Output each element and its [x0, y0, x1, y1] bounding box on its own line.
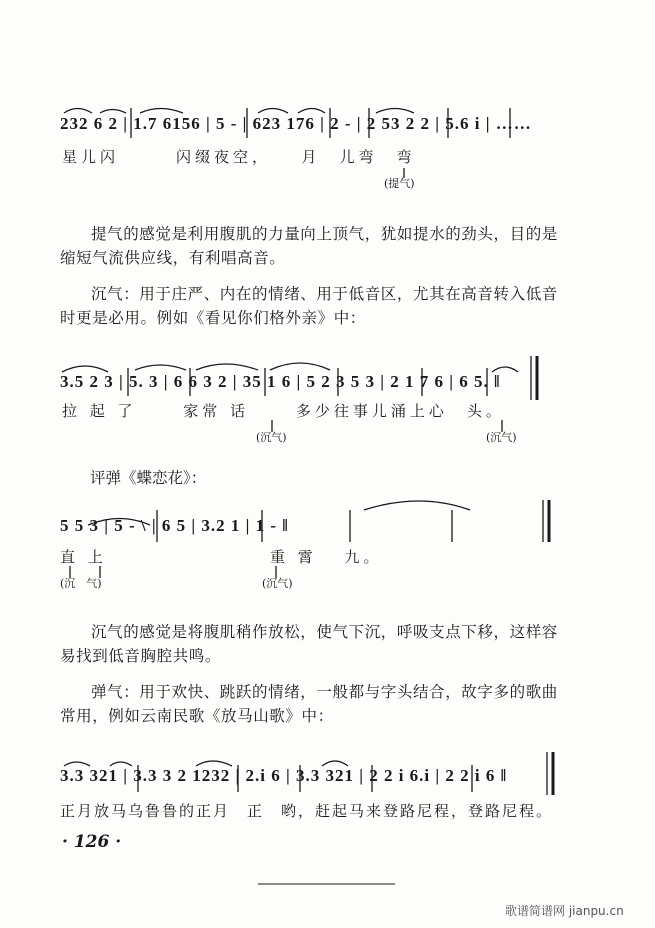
- ex1-breath-mark: (提气): [384, 177, 415, 190]
- ex2-notation: 3.5 2 3 | 5. 3 | 6 6 3 2 | 35 1 6 | 5 2 3 5 3 | 2 1 7 6 | 6 5. ‖: [60, 372, 501, 391]
- ex3-breath-mark-b: (沉气): [262, 577, 293, 590]
- paragraph-bounce-breath: 弹气：用于欢快、跳跃的情绪，一般都与字头结合，故字多的歌曲常用，例如云南民歌《放马山歌》中：: [60, 683, 558, 725]
- ex1-notation: 232 6 2 | 1.7 6156 | 5 - | 623 176 | 2 - | 2 53 2 2 | 5.6 i | ……: [60, 114, 532, 133]
- ex3-breath-mark-a: (沉 气): [60, 577, 102, 590]
- paragraph-sink-feeling: 沉气的感觉是将腹肌稍作放松，使气下沉，呼吸支点下移，这样容易找到低音胸腔共鸣。: [60, 623, 558, 665]
- page-number: · 126 ·: [62, 832, 122, 852]
- ex1-lyrics: 星儿闪 闪缀夜空， 月 儿弯 弯: [62, 148, 416, 166]
- ex4-notation: 3.3 321 | 3.3 3 2 1232 | 2.i 6 | 3.3 321 | 2 2 i 6.i | 2 2 i 6 ‖: [60, 766, 508, 785]
- paragraph-sink-breath: 沉气：用于庄严、内在的情绪、用于低音区，尤其在高音转入低音时更是必用。例如《看见你们格外亲》中：: [60, 285, 558, 327]
- watermark: 歌谱简谱网 jianpu.cn: [505, 904, 624, 918]
- ex3-lyrics-a: 直 上: [60, 548, 107, 566]
- ex3-notation: 5 5 3 | 5 - \ | 6 5 | 3.2 1 | 1 - ‖: [60, 516, 289, 535]
- ex2-breath-mark-b: (沉气): [486, 431, 517, 444]
- example-heading-pingtan: 评弹《蝶恋花》：: [90, 469, 207, 487]
- paragraph-raise-breath: 提气的感觉是利用腹肌的力量向上顶气，犹如提水的劲头，目的是缩短气流供应线，有利唱高音。: [60, 225, 558, 267]
- ex2-breath-mark-a: (沉气): [256, 431, 287, 444]
- ex3-lyrics-b: 重 霄 九。: [270, 548, 383, 566]
- ex2-lyrics: 拉 起 了 家常 话 多少往事儿涌上心 头。: [62, 402, 505, 420]
- ex4-lyrics: 正月放马乌鲁鲁的正月 正 哟，赶起马来登路尼程，登路尼程。: [60, 802, 554, 820]
